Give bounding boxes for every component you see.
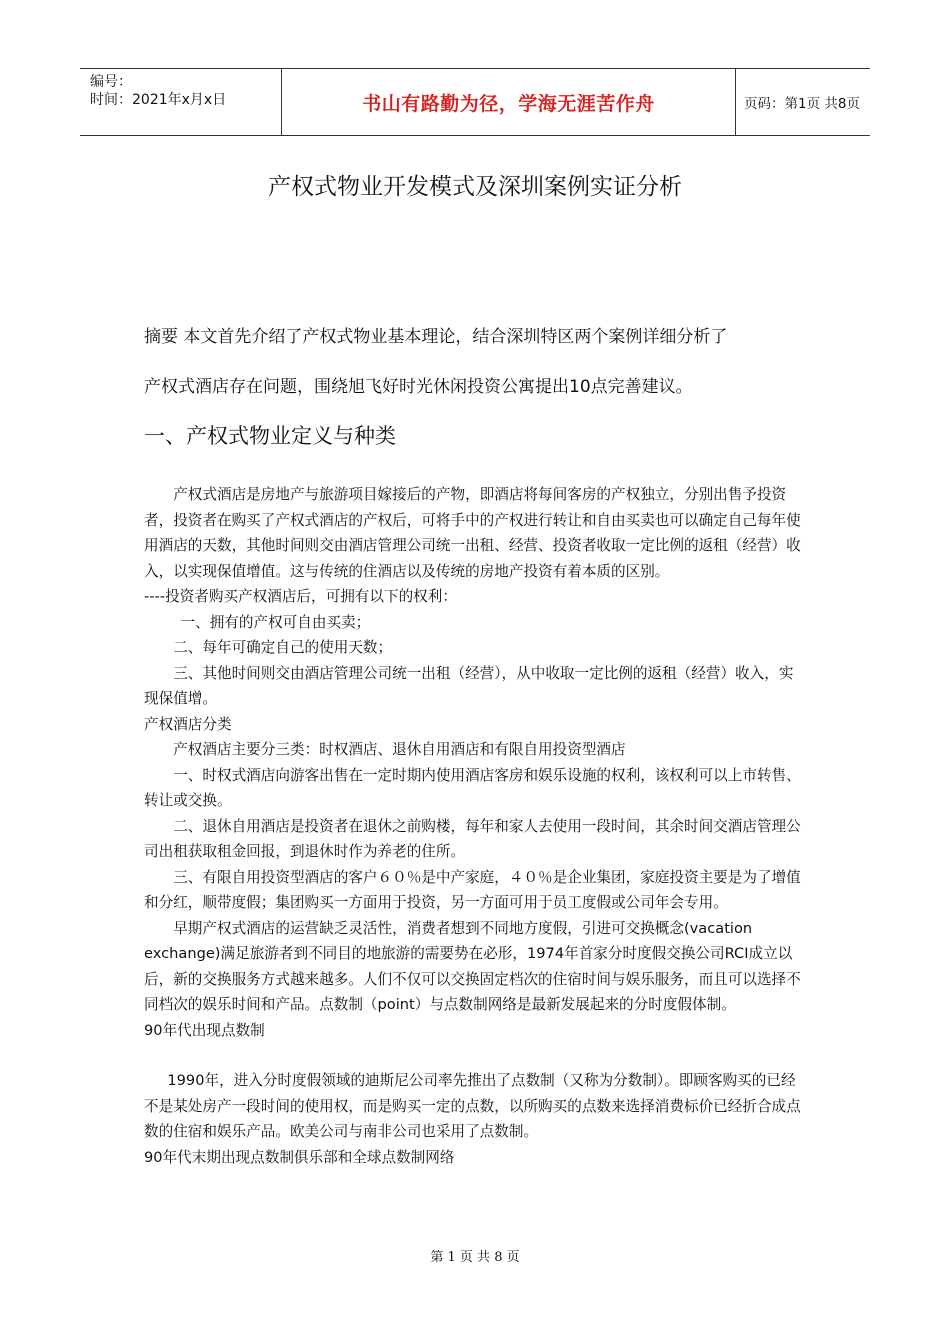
motto: 书山有路勤为径，学海无涯苦作舟 bbox=[362, 92, 655, 115]
code-label: 编号： bbox=[90, 74, 132, 90]
page-header bbox=[80, 68, 870, 136]
paragraph: 产权式酒店是房地产与旅游项目嫁接后的产物，即酒店将每间客房的产权独立，分别出售予投资者，投资者在购买了产权式酒店的产权后，可将手中的产权进行转让和自由买卖也可以确定自己每年使用酒店的天数，其他时间则交由酒店管理公司统一出租、经营、投资者收取一定比例的返租（经营）收入，以实现保值增值。这与传统的住酒店以及传统的房地产投资有着本质的区别。 bbox=[144, 486, 801, 580]
paragraph: 1990年，进入分时度假领域的迪斯尼公司率先推出了点数制（又称为分数制）。即顾客购买的已经不是某处房产一段时间的使用权，而是购买一定的点数，以所购买的点数来选择消费标价已经折合成点数的住宿和娱乐产品。欧美公司与南非公司也采用了点数制。 bbox=[144, 1072, 801, 1140]
header-page-cell bbox=[736, 69, 870, 135]
blank-line bbox=[144, 1043, 808, 1068]
abstract-line-2: 产权式酒店存在问题，围绕旭飞好时光休闲投资公寓提出10点完善建议。 bbox=[144, 377, 693, 397]
page-info: 页码：第1页 共8页 bbox=[744, 96, 860, 112]
date-label: 时间：2021年x月x日 bbox=[90, 92, 227, 108]
section-heading: 一、产权式物业定义与种类 bbox=[144, 424, 396, 448]
list-item: 一、拥有的产权可自由买卖； bbox=[180, 613, 371, 631]
document-title: 产权式物业开发模式及深圳案例实证分析 bbox=[268, 174, 682, 200]
paragraph: 产权酒店主要分三类：时权酒店、退休自用酒店和有限自用投资型酒店 bbox=[173, 741, 626, 758]
paragraph: 早期产权式酒店的运营缺乏灵活性，消费者想到不同地方度假，引进可交换概念(vacation exchange)满足旅游者到不同目的地旅游的需要势在必形，1974年首家分时度假交换公司RCI成立以后，新的交换服务方式越来越多。人们不仅可以交换固定档次的住宿时间与娱乐服务，而且可以选择不同档次的娱乐时间和产品。点数制（point）与点数制网络是最新发展起来的分时度假体制。 bbox=[144, 919, 801, 1013]
list-item: 三、其他时间则交由酒店管理公司统一出租（经营），从中收取一定比例的返租（经营）收入，实现保值增。 bbox=[144, 664, 794, 707]
list-item: 二、每年可确定自己的使用天数； bbox=[173, 639, 393, 656]
paragraph: ----投资者购买产权酒店后，可拥有以下的权利： bbox=[144, 588, 457, 605]
subheading: 90年代末期出现点数制俱乐部和全球点数制网络 bbox=[144, 1148, 455, 1166]
header-motto-cell bbox=[282, 69, 736, 135]
subheading: 90年代出现点数制 bbox=[144, 1021, 265, 1039]
header-meta-cell bbox=[80, 69, 282, 135]
paragraph: 三、有限自用投资型酒店的客户６０％是中产家庭，４０％是企业集团，家庭投资主要是为了增值和分红，顺带度假；集团购买一方面用于投资，另一方面可用于员工度假或公司年会专用。 bbox=[144, 868, 801, 911]
section-body bbox=[144, 482, 808, 1170]
paragraph: 二、退休自用酒店是投资者在退休之前购楼，每年和家人去使用一段时间，其余时间交酒店管理公司出租获取租金回报，到退休时作为养老的住所。 bbox=[144, 817, 801, 860]
subheading: 产权酒店分类 bbox=[144, 715, 232, 733]
abstract-line-1: 摘要 本文首先介绍了产权式物业基本理论，结合深圳特区两个案例详细分析了 bbox=[144, 327, 728, 347]
page-footer: 第 1 页 共 8 页 bbox=[430, 1250, 520, 1265]
paragraph: 一、时权式酒店向游客出售在一定时期内使用酒店客房和娱乐设施的权利，该权利可以上市转售、转让或交换。 bbox=[144, 766, 801, 809]
